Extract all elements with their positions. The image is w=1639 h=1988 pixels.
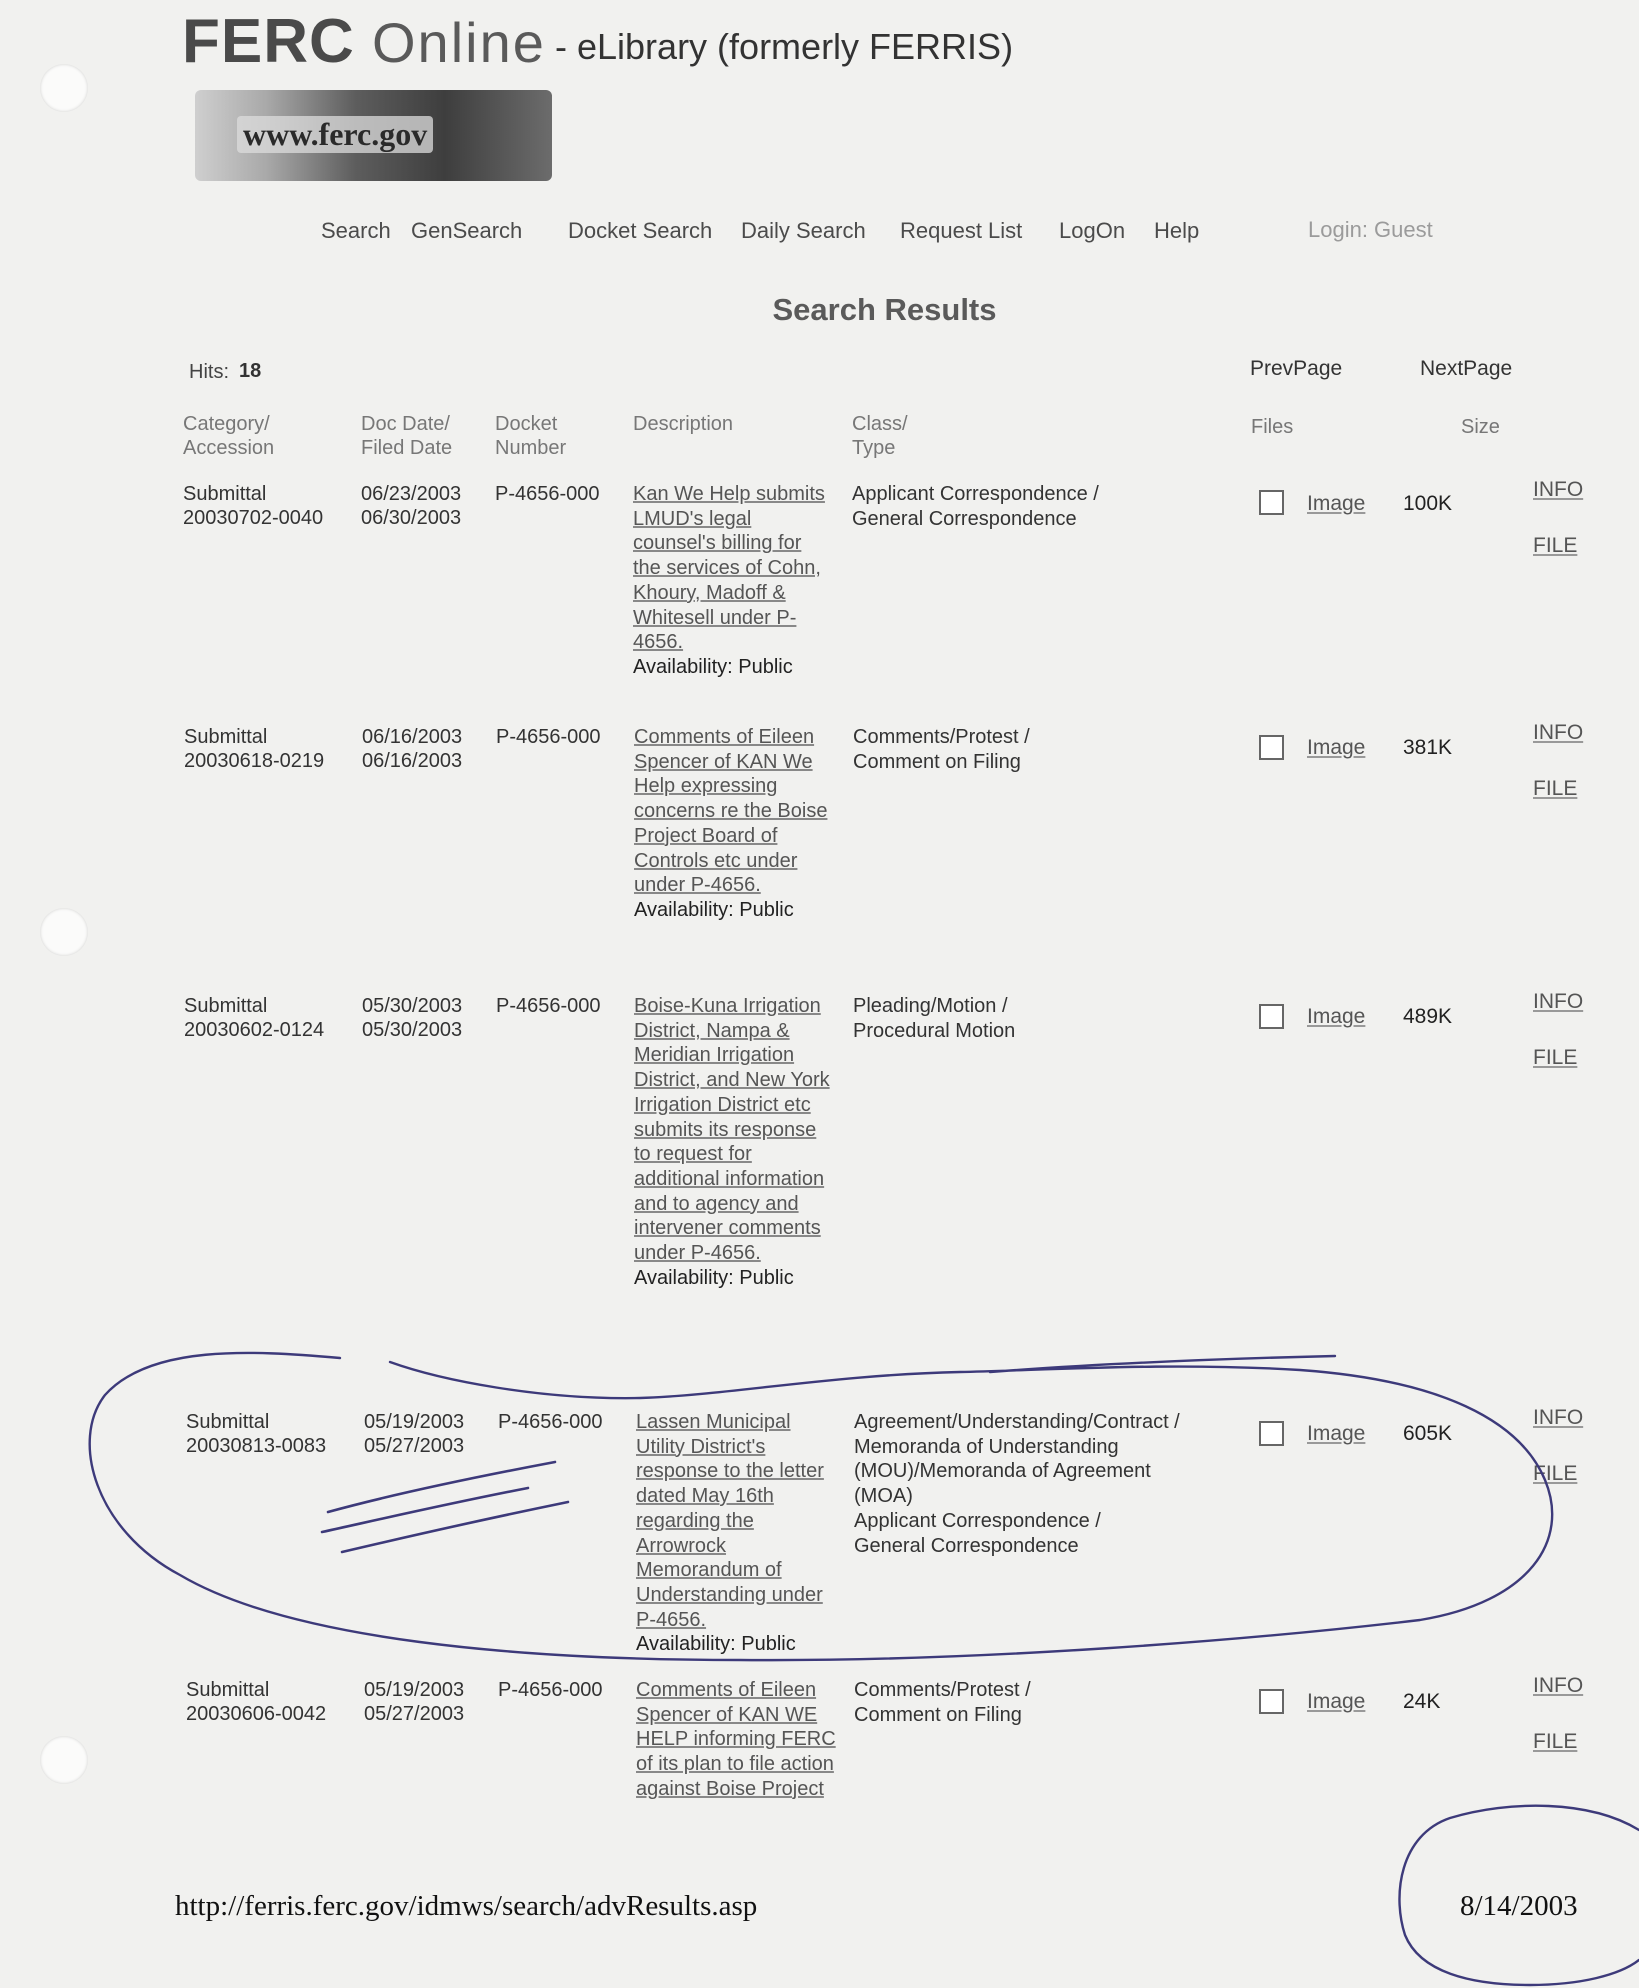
row-accession: 20030702-0040 xyxy=(183,507,324,529)
row-description-link[interactable]: Kan We Help submits LMUD's legal counsel's billing for the services of Cohn, Khoury, Madoff & Whitesell under P-4656. xyxy=(633,483,825,654)
nav-search[interactable]: Search xyxy=(321,218,391,243)
logo-text: www.ferc.gov xyxy=(237,116,433,153)
ink-date-circle-annotation xyxy=(1399,1806,1639,1985)
brand-online: Online xyxy=(372,11,546,74)
row-description-link[interactable]: Lassen Municipal Utility District's response to the letter dated May 16th regarding the Arrowrock Memorandum of Understanding under P-4656. xyxy=(636,1411,824,1631)
footer-date: 8/14/2003 xyxy=(1460,1890,1578,1922)
row-category: Submittal xyxy=(186,1679,270,1701)
row-filed-date: 05/27/2003 xyxy=(364,1435,465,1457)
row-doc-date: 06/23/2003 xyxy=(361,483,462,505)
row-info-link[interactable]: INFO xyxy=(1533,478,1584,501)
row-class-type: Comments/Protest / Comment on Filing xyxy=(854,1679,1031,1726)
ink-circle-annotation xyxy=(90,1353,1552,1660)
prev-page-link[interactable]: PrevPage xyxy=(1250,357,1343,380)
row-file-link[interactable]: FILE xyxy=(1533,1730,1578,1753)
column-header-description: Description xyxy=(633,413,734,435)
row-image-link[interactable]: Image xyxy=(1307,492,1366,515)
page-title: Search Results xyxy=(772,292,997,327)
row-size: 489K xyxy=(1403,1005,1453,1028)
row-doc-date: 06/16/2003 xyxy=(362,726,463,748)
nav-help[interactable]: Help xyxy=(1154,218,1200,243)
row-category: Submittal xyxy=(184,726,268,748)
row-accession: 20030813-0083 xyxy=(186,1435,327,1457)
row-category: Submittal xyxy=(186,1411,270,1433)
brand-subtitle: - eLibrary (formerly FERRIS) xyxy=(555,26,1014,67)
row-size: 100K xyxy=(1403,492,1453,515)
row-file-link[interactable]: FILE xyxy=(1533,777,1578,800)
ink-underline-stroke xyxy=(322,1488,528,1532)
hits-count: 18 xyxy=(239,360,262,382)
column-header-class: Class/ Type xyxy=(852,413,908,459)
row-filed-date: 05/27/2003 xyxy=(364,1703,465,1725)
row-size: 381K xyxy=(1403,736,1453,759)
row-accession: 20030618-0219 xyxy=(184,750,325,772)
row-info-link[interactable]: INFO xyxy=(1533,990,1584,1013)
row-availability: Availability: Public xyxy=(633,655,793,678)
nav-daily-search[interactable]: Daily Search xyxy=(741,218,866,243)
row-file-link[interactable]: FILE xyxy=(1533,1462,1578,1485)
nav-docket-search[interactable]: Docket Search xyxy=(568,218,713,243)
row-image-link[interactable]: Image xyxy=(1307,1005,1366,1028)
row-class-type: Applicant Correspondence / General Correspondence xyxy=(852,483,1099,530)
row-size: 605K xyxy=(1403,1422,1453,1445)
brand-ferc: FERC xyxy=(182,7,355,76)
row-filed-date: 06/30/2003 xyxy=(361,507,462,529)
row-class-type: Agreement/Understanding/Contract / Memoranda of Understanding (MOU)/Memoranda of Agreement (MOA) Applicant Correspondence / General Correspondence xyxy=(854,1411,1180,1557)
row-doc-date: 05/30/2003 xyxy=(362,995,463,1017)
column-header-files: Files xyxy=(1251,416,1294,438)
column-header-date: Doc Date/ Filed Date xyxy=(361,413,453,459)
row-info-link[interactable]: INFO xyxy=(1533,1406,1584,1429)
row-docket: P-4656-000 xyxy=(496,995,601,1017)
nav-logon[interactable]: LogOn xyxy=(1059,218,1126,243)
row-category: Submittal xyxy=(184,995,268,1017)
row-image-link[interactable]: Image xyxy=(1307,736,1366,759)
nav-request-list[interactable]: Request List xyxy=(900,218,1023,243)
row-class-type: Pleading/Motion / Procedural Motion xyxy=(853,995,1016,1042)
next-page-link[interactable]: NextPage xyxy=(1420,357,1513,380)
row-filed-date: 05/30/2003 xyxy=(362,1019,463,1041)
footer-url: http://ferris.ferc.gov/idmws/search/advResults.asp xyxy=(175,1890,758,1922)
row-accession: 20030602-0124 xyxy=(184,1019,325,1041)
row-docket: P-4656-000 xyxy=(498,1679,603,1701)
row-image-link[interactable]: Image xyxy=(1307,1690,1366,1713)
row-description-link[interactable]: Comments of Eileen Spencer of KAN WE HELP informing FERC of its plan to file action against Boise Project xyxy=(636,1679,836,1800)
row-file-link[interactable]: FILE xyxy=(1533,534,1578,557)
row-image-link[interactable]: Image xyxy=(1307,1422,1366,1445)
column-header-size: Size xyxy=(1461,416,1500,438)
row-filed-date: 06/16/2003 xyxy=(362,750,463,772)
row-class-type: Comments/Protest / Comment on Filing xyxy=(853,726,1030,773)
row-accession: 20030606-0042 xyxy=(186,1703,327,1725)
row-description-link[interactable]: Boise-Kuna Irrigation District, Nampa & Meridian Irrigation District, and New York Irrigation District etc submits its response to request for additional information and to agency and intervener comments under P-4656. xyxy=(634,995,830,1265)
row-category: Submittal xyxy=(183,483,267,505)
row-availability: Availability: Public xyxy=(634,1266,794,1289)
login-status: Login: Guest xyxy=(1308,217,1433,242)
row-description-link[interactable]: Comments of Eileen Spencer of KAN We Help expressing concerns re the Boise Project Board of Controls etc under under P-4656. xyxy=(634,726,828,897)
nav-gensearch[interactable]: GenSearch xyxy=(411,218,523,243)
row-availability: Availability: Public xyxy=(636,1633,796,1656)
row-docket: P-4656-000 xyxy=(496,726,601,748)
row-docket: P-4656-000 xyxy=(498,1411,603,1433)
row-size: 24K xyxy=(1403,1690,1441,1713)
row-doc-date: 05/19/2003 xyxy=(364,1679,465,1701)
row-doc-date: 05/19/2003 xyxy=(364,1411,465,1433)
column-header-category: Category/ Accession xyxy=(183,413,275,459)
row-info-link[interactable]: INFO xyxy=(1533,721,1584,744)
row-availability: Availability: Public xyxy=(634,898,794,921)
column-header-docket: Docket Number xyxy=(495,413,567,459)
row-file-link[interactable]: FILE xyxy=(1533,1046,1578,1069)
ink-underline-stroke xyxy=(342,1502,568,1552)
hits-label: Hits: xyxy=(189,361,229,383)
row-docket: P-4656-000 xyxy=(495,483,600,505)
row-info-link[interactable]: INFO xyxy=(1533,1674,1584,1697)
